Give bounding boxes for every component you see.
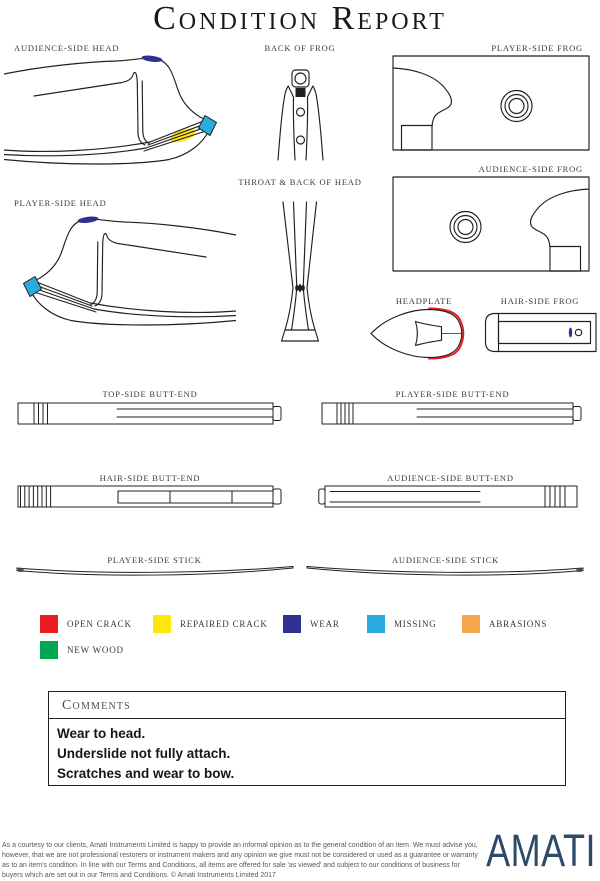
legend-swatch-missing <box>367 615 385 633</box>
legend-label-missing: MISSING <box>394 619 437 629</box>
label-audience-side-head: AUDIENCE-SIDE HEAD <box>14 43 120 53</box>
comments-body <box>49 719 565 789</box>
hair-side-butt-end-diagram <box>15 482 285 512</box>
page-title: Condition Report <box>153 0 447 37</box>
legend-swatch-repaired-crack <box>153 615 171 633</box>
hair-side-frog-diagram <box>482 311 598 354</box>
legend-swatch-new-wood <box>40 641 58 659</box>
amati-logo: AMATI <box>486 824 596 876</box>
legend-item-abrasions <box>462 615 547 633</box>
legend-item-open-crack <box>40 615 132 633</box>
label-hair-side-butt-end: HAIR-SIDE BUTT-END <box>99 473 201 483</box>
disclaimer-text: As a courtesy to our clients, Amati Instruments Limited is happy to provide an informal opinion as to the general condition of an item. We must advise you, however, that we are not professional restorers or instrument makers and any opinion we give must not be considered or used as a guarantee or warranty as to an item's condition. In line with our Terms and Conditions, all items are offered for sale 'as viewed' and subject to our conditions of business for buyers which are set out in our Terms and Conditions. © Amati Instruments Limited 2017 <box>2 842 478 879</box>
top-side-butt-end-diagram <box>15 398 285 428</box>
legend-label-abrasions: ABRASIONS <box>489 619 548 629</box>
comments-box <box>48 691 566 786</box>
label-hair-side-frog: HAIR-SIDE FROG <box>500 296 580 306</box>
label-player-side-butt-end: PLAYER-SIDE BUTT-END <box>395 389 510 399</box>
legend-label-open-crack: OPEN CRACK <box>67 619 132 629</box>
legend-label-repaired-crack: REPAIRED CRACK <box>180 619 268 629</box>
label-audience-side-stick: AUDIENCE-SIDE STICK <box>391 555 500 565</box>
throat-back-of-head-diagram <box>250 196 350 346</box>
back-of-frog-diagram <box>253 60 347 168</box>
legend-item-new-wood <box>40 641 124 659</box>
legend-label-new-wood: NEW WOOD <box>67 645 124 655</box>
player-side-stick-diagram <box>12 560 297 580</box>
legend-swatch-open-crack <box>40 615 58 633</box>
label-top-side-butt-end: TOP-SIDE BUTT-END <box>102 389 198 399</box>
legend-label-wear: WEAR <box>310 619 340 629</box>
label-player-side-head: PLAYER-SIDE HEAD <box>14 198 107 208</box>
legend-item-wear <box>283 615 340 633</box>
comment-line: Underslide not fully attach. <box>57 746 231 761</box>
legend-item-missing <box>367 615 437 633</box>
comments-header: Comments <box>49 692 565 719</box>
label-player-side-stick: PLAYER-SIDE STICK <box>107 555 202 565</box>
audience-side-stick-diagram <box>303 560 588 580</box>
label-headplate: HEADPLATE <box>395 296 453 306</box>
audience-side-butt-end-diagram <box>318 482 583 512</box>
legend-swatch-abrasions <box>462 615 480 633</box>
legend-swatch-wear <box>283 615 301 633</box>
audience-side-head-diagram <box>4 55 236 175</box>
headplate-diagram <box>368 306 480 362</box>
player-side-butt-end-diagram <box>320 398 585 428</box>
label-player-side-frog: PLAYER-SIDE FROG <box>491 43 583 53</box>
label-back-of-frog: BACK OF FROG <box>264 43 336 53</box>
label-audience-side-frog: AUDIENCE-SIDE FROG <box>478 164 583 174</box>
label-audience-side-butt-end: AUDIENCE-SIDE BUTT-END <box>387 473 514 483</box>
comment-line: Wear to head. <box>57 726 146 741</box>
legend-item-repaired-crack <box>153 615 268 633</box>
label-throat-back-of-head: THROAT & BACK OF HEAD <box>238 177 362 187</box>
player-side-head-diagram <box>4 216 236 336</box>
comment-line: Scratches and wear to bow. <box>57 766 235 781</box>
wear-mark <box>569 328 572 338</box>
player-side-frog-diagram <box>392 55 590 151</box>
audience-side-frog-diagram <box>392 176 590 272</box>
